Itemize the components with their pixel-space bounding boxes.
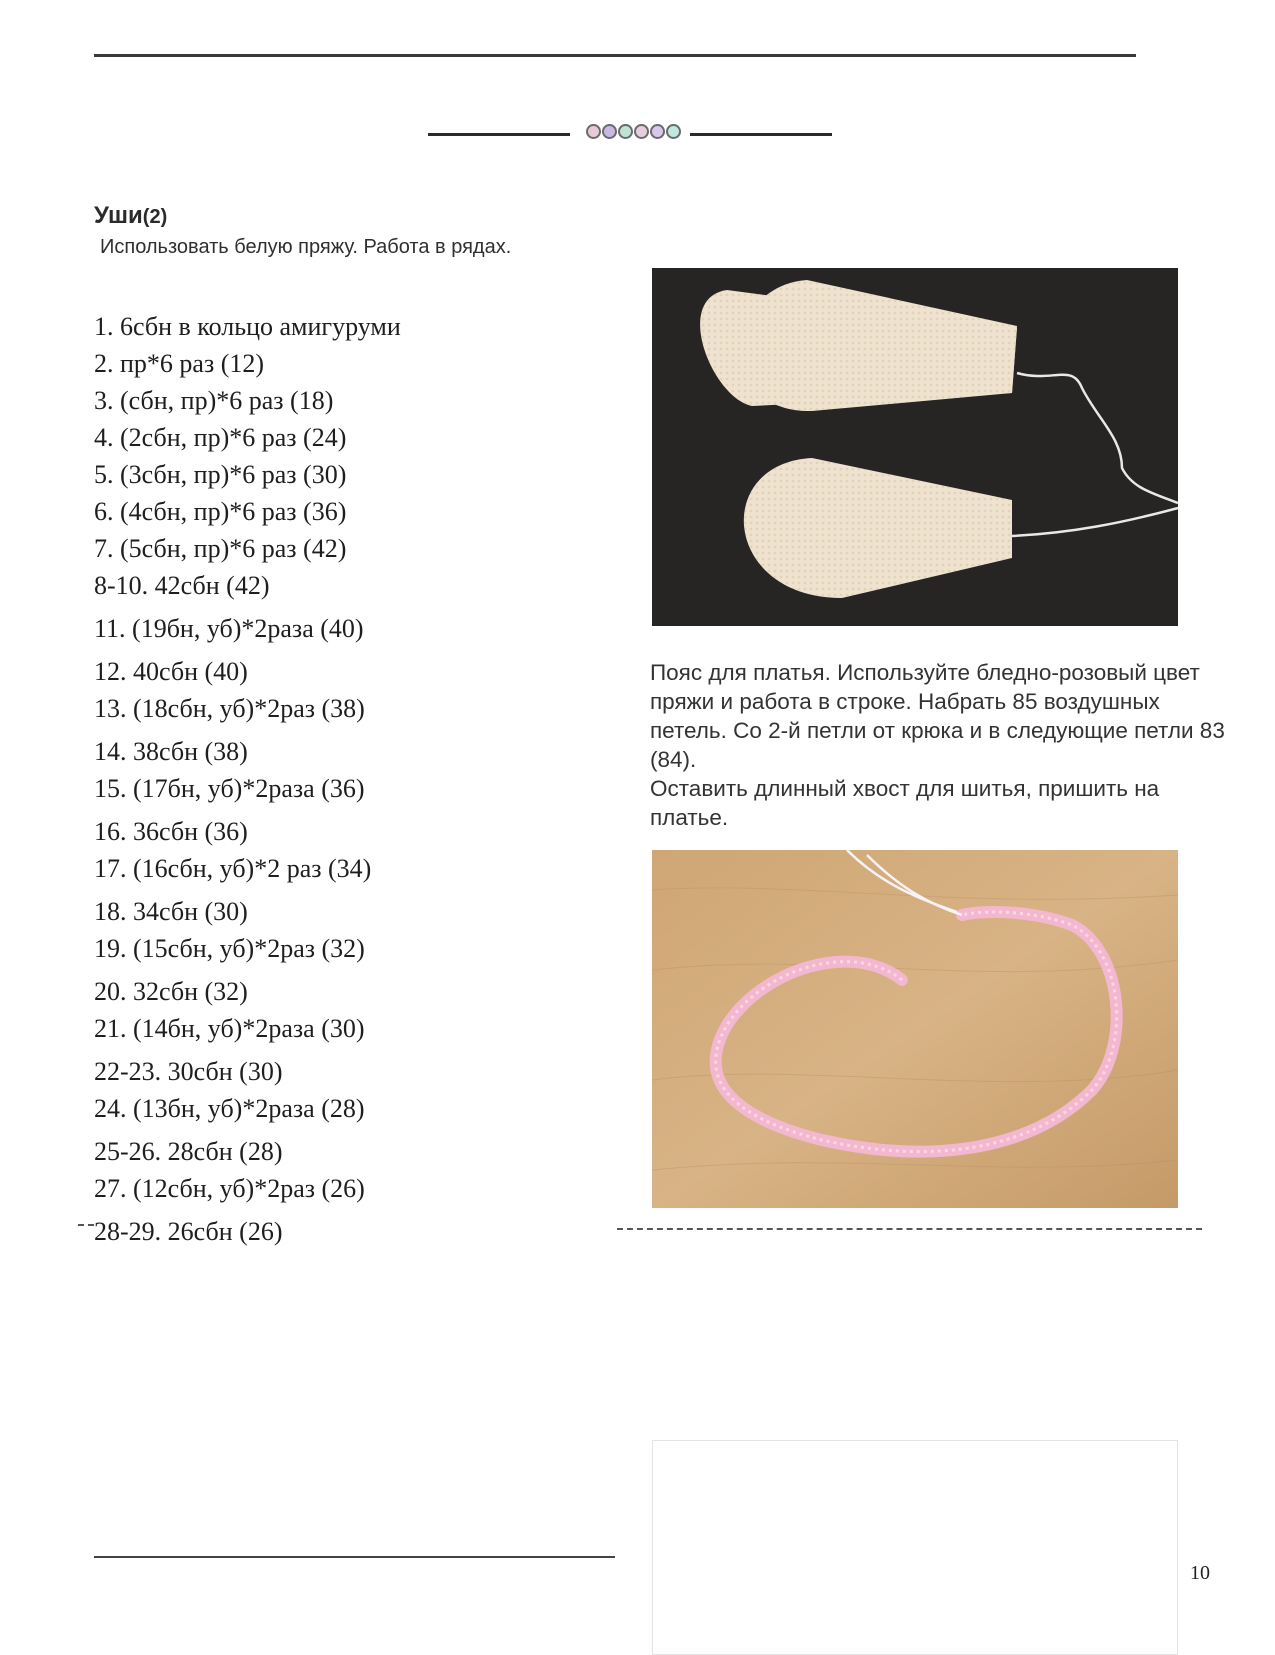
pattern-row: 16. 36сбн (36) [94, 817, 248, 846]
ornament-dot [666, 124, 681, 139]
ornament-line-left [428, 133, 570, 136]
pattern-row: 14. 38сбн (38) [94, 737, 248, 766]
ornament-dot [602, 124, 617, 139]
footer-rule [94, 1556, 615, 1558]
pattern-row: 6. (4сбн, пр)*6 раз (36) [94, 497, 347, 526]
belt-paragraph-1: Пояс для платья. Используйте бледно-розовый цвет пряжи и работа в строке. Набрать 85 воздушных петель. Со 2-й петли от крюка и в следующие петли 83 (84). [650, 660, 1225, 772]
pattern-row: 25-26. 28сбн (28) [94, 1137, 283, 1166]
page-number: 10 [1190, 1562, 1210, 1584]
dashed-separator-left [78, 1224, 94, 1226]
pattern-row: 12. 40сбн (40) [94, 657, 248, 686]
dashed-separator-right [617, 1228, 1202, 1230]
section-title [94, 202, 167, 230]
belt-photo [652, 850, 1178, 1208]
pattern-rows [94, 308, 614, 1246]
belt-description [650, 658, 1230, 832]
pattern-row: 4. (2сбн, пр)*6 раз (24) [94, 423, 347, 452]
pattern-row: 22-23. 30сбн (30) [94, 1057, 283, 1086]
pattern-row: 11. (19бн, уб)*2раза (40) [94, 614, 364, 643]
pattern-row: 27. (12сбн, уб)*2раз (26) [94, 1174, 365, 1203]
pattern-row: 18. 34сбн (30) [94, 897, 248, 926]
ornament-dot [586, 124, 601, 139]
section-subtitle: Использовать белую пряжу. Работа в рядах. [100, 236, 512, 258]
pattern-row: 15. (17бн, уб)*2раза (36) [94, 774, 365, 803]
belt-paragraph-2: Оставить длинный хвост для шитья, пришить на платье. [650, 776, 1160, 830]
section-title-count: (2) [142, 206, 168, 228]
empty-image-frame [652, 1440, 1178, 1655]
ears-photo [652, 268, 1178, 626]
section-title-text: Уши [94, 202, 143, 229]
pattern-row: 24. (13бн, уб)*2раза (28) [94, 1094, 365, 1123]
pattern-row: 17. (16сбн, уб)*2 раз (34) [94, 854, 372, 883]
belt-photo-image [652, 850, 1178, 1208]
pattern-row: 20. 32сбн (32) [94, 977, 248, 1006]
pattern-row: 2. пр*6 раз (12) [94, 349, 265, 378]
pattern-row: 1. 6сбн в кольцо амигуруми [94, 312, 401, 341]
ornament-dot [650, 124, 665, 139]
ornament-line-right [690, 133, 832, 136]
pattern-row: 21. (14бн, уб)*2раза (30) [94, 1014, 365, 1043]
pattern-row: 3. (сбн, пр)*6 раз (18) [94, 386, 334, 415]
pattern-row: 5. (3сбн, пр)*6 раз (30) [94, 460, 347, 489]
ornament-dot [618, 124, 633, 139]
ornament-dot [634, 124, 649, 139]
pattern-row: 8-10. 42сбн (42) [94, 571, 270, 600]
ears-photo-image [652, 268, 1178, 626]
pattern-row: 7. (5сбн, пр)*6 раз (42) [94, 534, 347, 563]
pattern-row: 28-29. 26сбн (26) [94, 1217, 283, 1246]
pattern-row: 19. (15сбн, уб)*2раз (32) [94, 934, 365, 963]
pattern-row: 13. (18сбн, уб)*2раз (38) [94, 694, 365, 723]
ornament-dots [586, 124, 681, 139]
top-rule [94, 54, 1136, 57]
